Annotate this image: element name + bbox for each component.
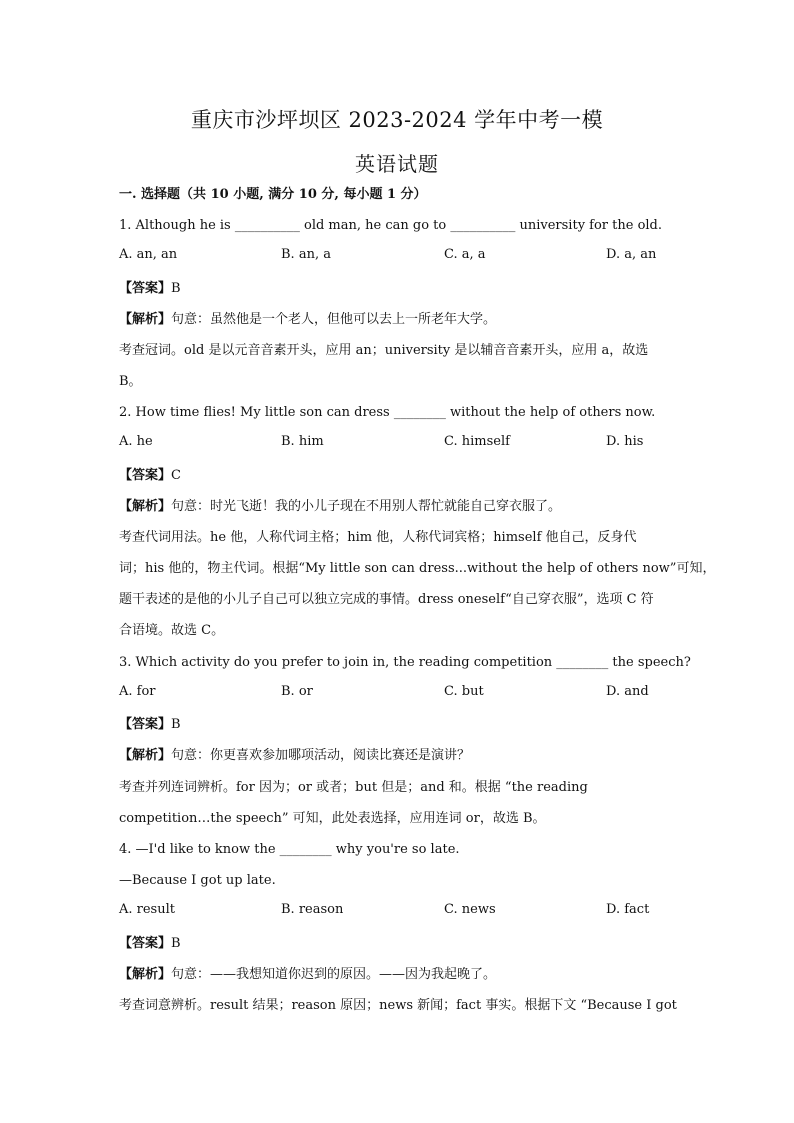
option-a: A. result <box>119 902 175 917</box>
analysis-text: 句意：——我想知道你迟到的原因。——因为我起晚了。 <box>171 967 497 982</box>
question-1-answer <box>119 279 679 299</box>
question-4-options <box>119 902 679 922</box>
option-c: C. himself <box>444 434 510 449</box>
answer-label: 【答案】 <box>119 717 172 732</box>
analysis-line: 考查冠词。old 是以元音音素开头，应用 an；university 是以辅音音素开头，应用 a，故选 <box>119 343 649 358</box>
analysis-label: 【解析】 <box>119 967 172 982</box>
question-3-stem: 3. Which activity do you prefer to join in, the reading competition ________ the speech? <box>119 655 691 670</box>
option-c: C. news <box>444 902 496 917</box>
analysis-text: 句意：你更喜欢参加哪项活动，阅读比赛还是演讲？ <box>171 748 471 763</box>
option-b: B. an, a <box>281 247 331 262</box>
answer-value: B <box>171 717 181 732</box>
section-heading: 一. 选择题（共 10 小题, 满分 10 分, 每小题 1 分） <box>119 187 427 202</box>
page-title: 重庆市沙坪坝区 2023-2024 学年中考一模 <box>190 108 604 132</box>
answer-label: 【答案】 <box>119 281 172 296</box>
analysis-line: 合语境。故选 C。 <box>119 623 225 638</box>
option-a: A. an, an <box>119 247 178 262</box>
analysis-line: 考查词意辨析。result 结果；reason 原因；news 新闻；fact 事实。根据下文 “Because I got <box>119 998 677 1013</box>
question-1-analysis <box>119 310 679 330</box>
analysis-text: 句意：虽然他是一个老人，但他可以去上一所老年大学。 <box>171 312 497 327</box>
option-b: B. reason <box>281 902 344 917</box>
question-2-answer <box>119 466 679 486</box>
analysis-line: competition…the speech” 可知，此处表选择，应用连词 or，故选 B。 <box>119 811 546 826</box>
question-1-stem: 1. Although he is __________ old man, he can go to __________ university for the old. <box>119 218 663 233</box>
analysis-line: 题干表述的是他的小儿子自己可以独立完成的事情。dress oneself“自己穿衣服”，选项 C 符 <box>119 592 654 607</box>
answer-value: B <box>171 281 181 296</box>
option-d: D. his <box>606 434 644 449</box>
question-4-analysis <box>119 965 679 985</box>
question-2-options <box>119 434 679 454</box>
option-a: A. he <box>119 434 153 449</box>
question-3-analysis <box>119 746 679 766</box>
answer-label: 【答案】 <box>119 468 172 483</box>
option-d: D. a, an <box>606 247 657 262</box>
option-a: A. for <box>119 684 156 699</box>
question-3-options <box>119 684 679 704</box>
analysis-line: B。 <box>119 374 142 389</box>
answer-value: C <box>171 468 181 483</box>
question-1-options <box>119 247 679 267</box>
analysis-line: 考查并列连词辨析。for 因为；or 或者；but 但是；and 和。根据 “the reading <box>119 780 588 795</box>
option-d: D. and <box>606 684 649 699</box>
question-4-answer <box>119 934 679 954</box>
question-4-stem-reply: —Because I got up late. <box>119 873 276 888</box>
question-4-stem: 4. —I'd like to know the ________ why you're so late. <box>119 842 460 857</box>
analysis-label: 【解析】 <box>119 499 172 514</box>
option-d: D. fact <box>606 902 650 917</box>
question-3-answer <box>119 715 679 735</box>
answer-label: 【答案】 <box>119 936 172 951</box>
analysis-text: 句意：时光飞逝！我的小儿子现在不用别人帮忙就能自己穿衣服了。 <box>171 499 562 514</box>
analysis-line: 考查代词用法。he 他，人称代词主格；him 他，人称代词宾格；himself 他自己，反身代 <box>119 530 637 545</box>
option-c: C. a, a <box>444 247 486 262</box>
answer-value: B <box>171 936 181 951</box>
analysis-label: 【解析】 <box>119 312 172 327</box>
question-2-analysis <box>119 497 679 517</box>
option-b: B. him <box>281 434 324 449</box>
analysis-label: 【解析】 <box>119 748 172 763</box>
question-2-stem: 2. How time flies! My little son can dress ________ without the help of others now. <box>119 405 656 420</box>
page-subtitle: 英语试题 <box>355 152 439 176</box>
option-c: C. but <box>444 684 484 699</box>
option-b: B. or <box>281 684 313 699</box>
analysis-line: 词；his 他的，物主代词。根据“My little son can dress...without the help of others now”可知， <box>119 561 716 576</box>
